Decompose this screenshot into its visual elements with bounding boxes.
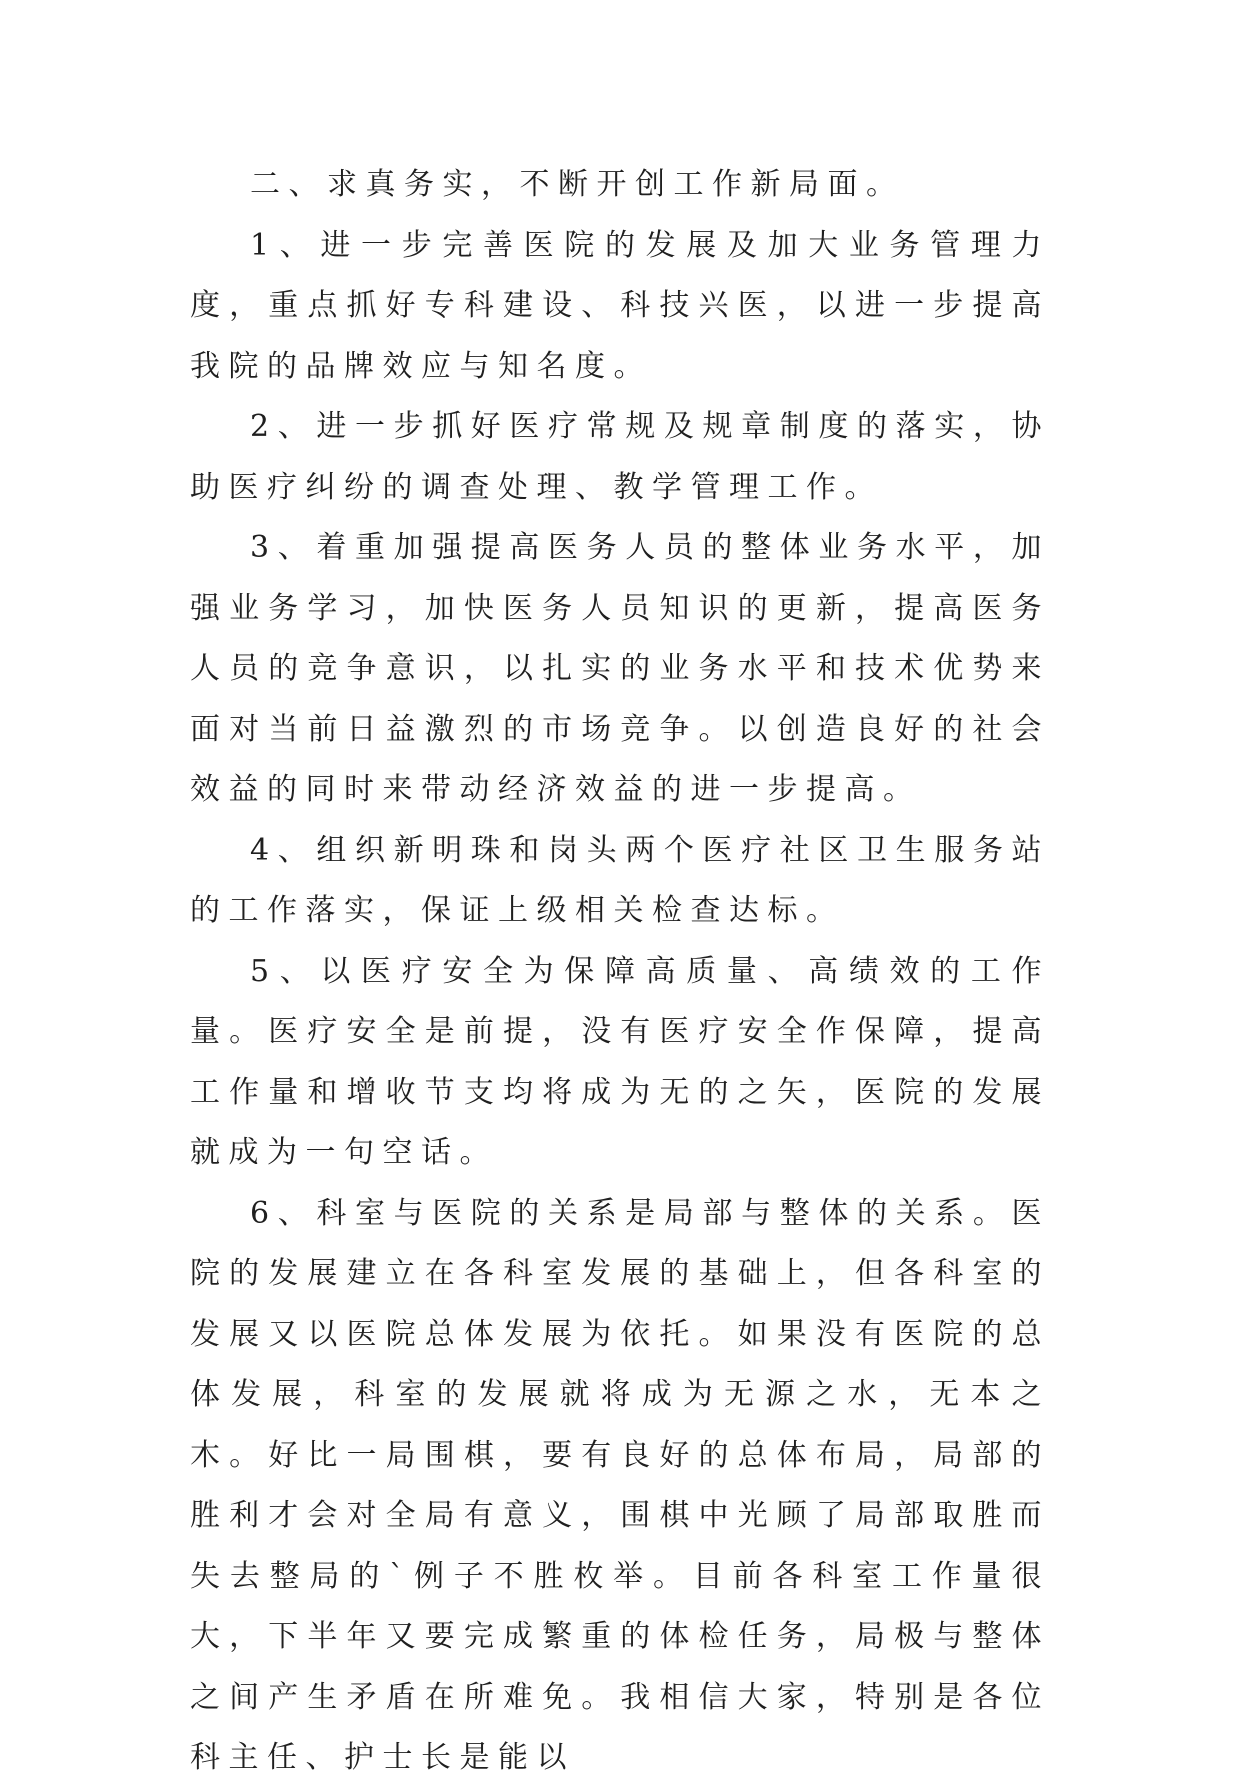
paragraph-item-4: 4、组织新明珠和岗头两个医疗社区卫生服务站的工作落实，保证上级相关检查达标。 (190, 832, 1050, 928)
paragraph-item-3: 3、着重加强提高医务人员的整体业务水平，加强业务学习，加快医务人员知识的更新，提高医务人员的竞争意识，以扎实的业务水平和技术优势来面对当前日益激烈的市场竞争。以创造良好的社会效益的同时来带动经济效益的进一步提高。 (190, 530, 1050, 807)
paragraph-item-1: 1、进一步完善医院的发展及加大业务管理力度，重点抓好专科建设、科技兴医，以进一步提高我院的品牌效应与知名度。 (190, 227, 1050, 384)
paragraph-item-2: 2、进一步抓好医疗常规及规章制度的落实，协助医疗纠纷的调查处理、教学管理工作。 (190, 409, 1050, 505)
paragraph-item-6: 6、科室与医院的关系是局部与整体的关系。医院的发展建立在各科室发展的基础上，但各科室的发展又以医院总体发展为依托。如果没有医院的总体发展，科室的发展就将成为无源之水，无本之木。好比一局围棋，要有良好的总体布局，局部的胜利才会对全局有意义，围棋中光顾了局部取胜而失去整局的`例子不胜枚举。目前各科室工作量很大，下半年又要完成繁重的体检任务，局极与整体之间产生矛盾在所难免。我相信大家，特别是各位科主任、护士长是能以 (190, 1195, 1050, 1775)
paragraph-item-5: 5、以医疗安全为保障高质量、高绩效的工作量。医疗安全是前提，没有医疗安全作保障，提高工作量和增收节支均将成为无的之矢，医院的发展就成为一句空话。 (190, 953, 1050, 1170)
document-body (190, 155, 1050, 1789)
section-heading: 二、求真务实，不断开创工作新局面。 (250, 167, 905, 202)
